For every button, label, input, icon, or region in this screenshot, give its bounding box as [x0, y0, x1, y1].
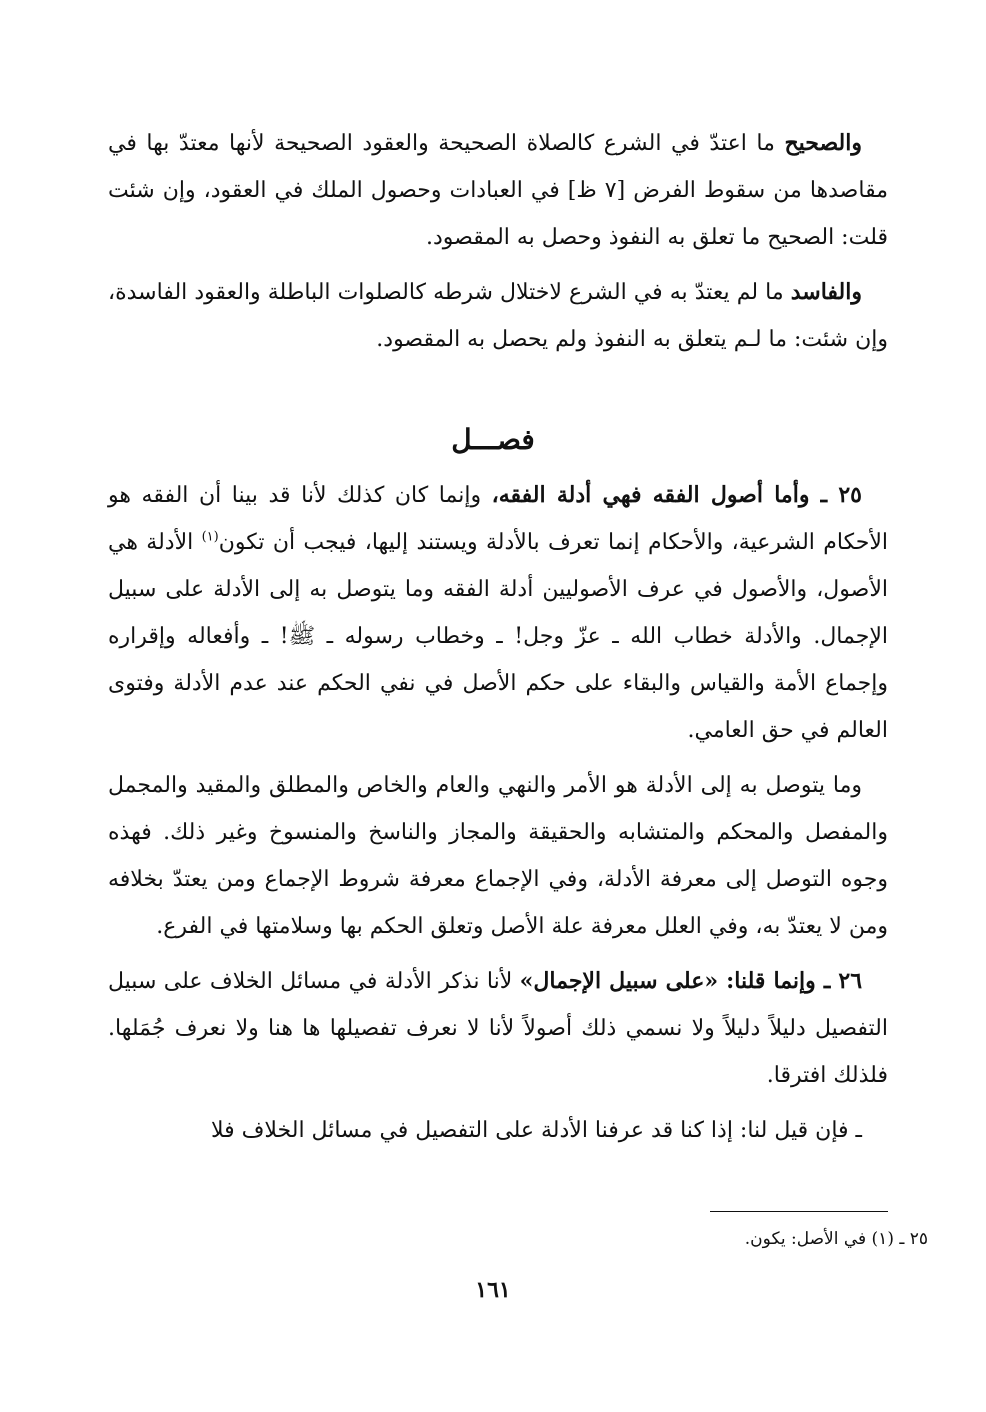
- main-text-block: [108, 472, 888, 1154]
- paragraph-25-text-b: الأدلة هي الأصول، والأصول في عرف الأصوليين أدلة الفقه وما يتوصل به إلى الأدلة على سبيل الإجمال. والأدلة خطاب الله ـ عزّ وجل! ـ وخطاب رسوله ـ ﷺ! ـ وأفعاله وإقراره وإجماع الأمة والقياس والبقاء على حكم الأصل في نفي الحكم عند عدم الأدلة وفتوى العالم في حق العامي.: [108, 530, 888, 743]
- paragraph-sahih-text: ما اعتدّ في الشرع كالصلاة الصحيحة والعقود الصحيحة لأنها معتدّ بها في مقاصدها من سقوط الفرض [٧ ظ] في العبادات وحصول الملك في العقود، وإن شئت قلت: الصحيح ما تعلق به النفوذ وحصل به المقصود.: [108, 131, 888, 250]
- footnote: ٢٥ ـ (١) في الأصل: يكون.: [744, 1229, 928, 1249]
- top-text-block: [108, 120, 888, 363]
- paragraph-25: [108, 472, 888, 754]
- paragraph-25-lead: ٢٥ ـ وأما أصول الفقه فهي أدلة الفقه،: [491, 482, 862, 508]
- term-fasid: والفاسد: [790, 279, 862, 305]
- paragraph-objection: ـ فإن قيل لنا: إذا كنا قد عرفنا الأدلة على التفصيل في مسائل الخلاف فلا: [210, 1118, 862, 1143]
- paragraph-26: [108, 958, 888, 1099]
- section-heading: فصـــل: [451, 423, 535, 456]
- term-sahih: والصحيح: [784, 130, 862, 156]
- paragraph-25-text-a: وإنما كان كذلك لأنا قد بينا أن الفقه هو الأحكام الشرعية، والأحكام إنما تعرف بالأدلة ويستند إليها، فيجب أن تكون: [108, 483, 888, 555]
- paragraph-sahih: [108, 120, 888, 261]
- paragraph-fasid-text: ما لم يعتدّ به في الشرع لاختلال شرطه كالصلوات الباطلة والعقود الفاسدة، وإن شئت: ما لـم يتعلق به النفوذ ولم يحصل به المقصود.: [108, 280, 888, 352]
- paragraph-26-lead: ٢٦ ـ وإنما قلنا: «على سبيل الإجمال»: [519, 968, 863, 994]
- paragraph-means: وما يتوصل به إلى الأدلة هو الأمر والنهي والعام والخاص والمطلق والمقيد والمجمل والمفصل والمحكم والمتشابه والحقيقة والمجاز والناسخ والمنسوخ وغير ذلك. فهذه وجوه التوصل إلى معرفة الأدلة، وفي الإجماع معرفة شروط الإجماع ومن يعتدّ بخلافه ومن لا يعتدّ به، وفي العلل معرفة علة الأصل وتعلق الحكم بها وسلامتها في الفرع.: [108, 773, 888, 939]
- paragraph-fasid: [108, 269, 888, 363]
- footnote-reference: (١): [201, 529, 219, 545]
- paragraph-26-text: لأنا نذكر الأدلة في مسائل الخلاف على سبيل التفصيل دليلاً دليلاً ولا نسمي ذلك أصولاً لأنا لا نعرف تفصيلها ها هنا ولا نعرف جُمَلها. فلذلك افترقا.: [108, 969, 888, 1088]
- footnote-divider: [710, 1211, 888, 1212]
- page-number: ١٦١: [475, 1277, 511, 1303]
